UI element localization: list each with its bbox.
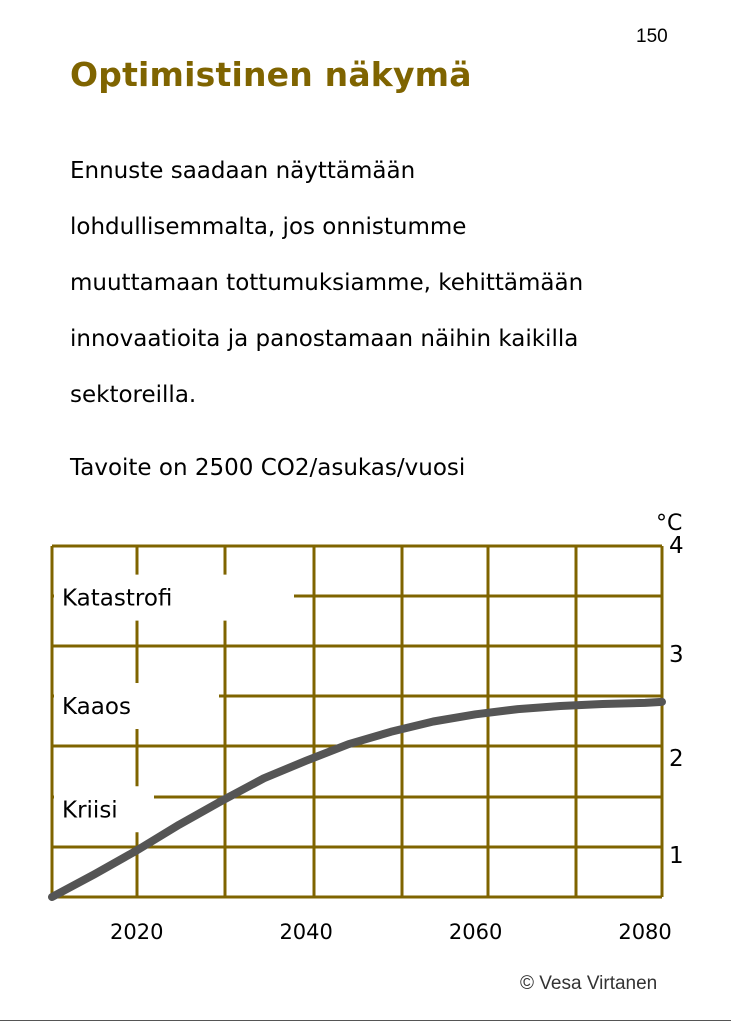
copyright-footer: © Vesa Virtanen <box>520 973 658 994</box>
zone-label: Kaaos <box>62 694 131 721</box>
y-tick-label: 2 <box>669 746 684 772</box>
body-line: lohdullisemmalta, jos onnistumme <box>70 214 467 240</box>
x-tick-label: 2040 <box>279 920 333 944</box>
y-tick-label: 4 <box>669 533 684 559</box>
zone-label: Katastrofi <box>62 585 173 612</box>
unit-label: °C <box>656 511 683 536</box>
y-tick-label: 3 <box>669 642 684 668</box>
goal-text: Tavoite on 2500 CO2/asukas/vuosi <box>70 455 466 481</box>
x-tick-label: 2020 <box>109 920 164 944</box>
body-line: innovaatioita ja panostamaan näihin kaikilla <box>70 326 579 352</box>
bottom-rule <box>0 1020 731 1021</box>
body-line: Ennuste saadaan näyttämään <box>70 158 416 184</box>
page-title: Optimistinen näkymä <box>70 55 472 94</box>
y-tick-label: 1 <box>669 843 684 869</box>
page-number: 150 <box>636 26 668 47</box>
x-tick-label: 2080 <box>618 920 672 944</box>
body-line: sektoreilla. <box>70 382 197 408</box>
zone-label: Kriisi <box>62 797 118 824</box>
x-tick-label: 2060 <box>448 920 503 944</box>
body-line: muuttamaan tottumuksiamme, kehittämään <box>70 270 584 296</box>
